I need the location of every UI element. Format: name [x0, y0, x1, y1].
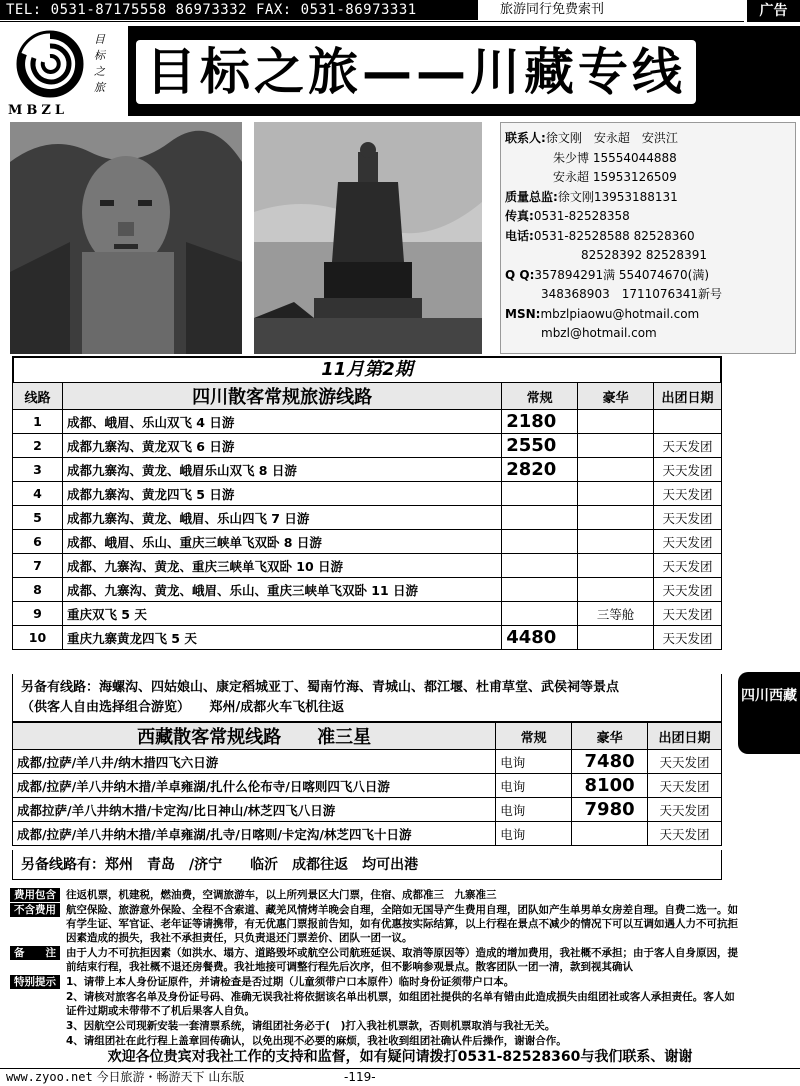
note-row: 3、因航空公司现新安装一套清票系统，请组团社务必于( )打入我社机票款，否则机票取消与我社无关。 — [66, 1020, 556, 1032]
extra-line-1: 另备有线路：海螺沟、四姑娘山、康定稻城亚丁、蜀南竹海、青城山、都江堰、杜甫草堂、武侯祠等景点 — [21, 680, 620, 695]
table-row: 6 成都、峨眉、乐山、重庆三峡单飞双卧 8 日游 天天发团 — [13, 530, 722, 554]
footer — [0, 1068, 800, 1086]
contact-row: 联系人:徐文刚 安永超 安洪江 — [505, 131, 678, 145]
emei-statue-photo — [254, 122, 482, 354]
table-row: 9 重庆双飞 5 天 三等舱 天天发团 — [13, 602, 722, 626]
top-contact: TEL: 0531-87175558 86973332 FAX: 0531-86973331 — [0, 0, 478, 20]
contact-row: 82528392 82528391 — [581, 248, 707, 262]
table-row: 8 成都、九寨沟、黄龙、峨眉、乐山、重庆三峡单飞双卧 11 日游 天天发团 — [13, 578, 722, 602]
col-line: 线路 — [13, 383, 63, 410]
col-regular: 常规 — [502, 383, 578, 410]
bottom-message: 欢迎各位贵宾对我社工作的支持和监督，如有疑问请拨打0531-82528360与我们联系、谢谢 — [107, 1049, 693, 1065]
table-row: 7 成都、九寨沟、黄龙、重庆三峡单飞双卧 10 日游 天天发团 — [13, 554, 722, 578]
page-title: 目标之旅——川藏专线 — [136, 40, 696, 104]
table-header — [13, 383, 722, 410]
footer-slogan: 今日旅游・畅游天下 山东版 — [96, 1070, 245, 1084]
contact-row: 传真:0531-82528358 — [505, 209, 630, 223]
title-band — [128, 26, 800, 116]
col-regular: 常规 — [496, 723, 572, 750]
note-row: 备 注 由于人力不可抗拒因素（如洪水、塌方、道路毁坏或航空公司航班延误、取消等原因等）造成的增加费用，我社概不承担；由于客人自身原因，提前结束行程，我社概不退还房餐费。我社地接可调整行程先后次序，但不影响参观景点。散客团队一团一清，款到视其确认 — [10, 946, 740, 974]
logo — [8, 30, 120, 118]
table-row: 1 成都、峨眉、乐山双飞 4 日游 2180 — [13, 410, 722, 434]
ad-label: 广告 — [744, 0, 800, 22]
col-luxury: 豪华 — [572, 723, 648, 750]
note-row: 特别提示 1、请带上本人身份证原件，并请检查是否过期（儿童须带户口本原件）临时身份证须带户口本。 — [10, 975, 740, 989]
table-row: 2 成都九寨沟、黄龙双飞 6 日游 2550 天天发团 — [13, 434, 722, 458]
contact-row: 安永超 15953126509 — [553, 170, 677, 184]
contact-row: MSN:mbzlpiaowu@hotmail.com — [505, 306, 700, 321]
contact-row: 质量总监:徐文刚13953188131 — [505, 189, 678, 204]
table-row: 5 成都九寨沟、黄龙、峨眉、乐山四飞 7 日游 天天发团 — [13, 506, 722, 530]
issue-label: 11月第2期 — [12, 356, 722, 382]
sichuan-table — [12, 382, 722, 650]
logo-text: MBZL — [8, 103, 69, 118]
note-row: 4、请组团社在此行程上盖章回传确认，以免出现不必要的麻烦，我社收到组团社确认件后操作，谢谢合作。 — [66, 1035, 567, 1047]
contact-row: 朱少博 15554044888 — [553, 150, 677, 165]
table-row: 成都/拉萨/羊八井纳木措/羊卓雍湖/扎寺/日喀则/卡定沟/林芝四飞十日游 电询 天天发团 — [13, 822, 722, 846]
footer-site[interactable]: www.zyoo.net — [6, 1070, 93, 1084]
col-luxury: 豪华 — [578, 383, 654, 410]
tibet-extra: 另备线路有：郑州 青岛 /济宁 临沂 成都往返 均可出港 — [12, 850, 722, 880]
photos — [10, 122, 500, 354]
note-row: 2、请核对旅客名单及身份证号码、准确无误我社将依据该名单出机票，如组团社提供的名单有错由此造成损失由组团社或客人承担责任。客人如证件过期或未带带不了机后果客人自负。 — [66, 991, 735, 1017]
logo-swirl-icon — [12, 30, 92, 100]
tibet-table — [12, 722, 722, 846]
notes — [10, 888, 740, 1049]
col-title: 四川散客常规旅游线路 — [62, 383, 501, 410]
table-row: 成都拉萨/羊八井纳木措/卡定沟/比日神山/林芝四飞八日游 电询 7980 天天发团 — [13, 798, 722, 822]
table-row: 3 成都九寨沟、黄龙、峨眉乐山双飞 8 日游 2820 天天发团 — [13, 458, 722, 482]
contact-panel — [500, 122, 796, 354]
top-tagline: 旅游同行免费索刊 — [500, 2, 605, 17]
page-number: -119- — [344, 1070, 376, 1084]
extra-line-2: （供客人自由选择组合游览） 郑州/成都火车飞机往返 — [21, 700, 345, 715]
table-header — [13, 723, 722, 750]
table-row: 10 重庆九寨黄龙四飞 5 天 4480 天天发团 — [13, 626, 722, 650]
contact-row: mbzl@hotmail.com — [541, 326, 657, 340]
table-row: 成都/拉萨/羊八井纳木措/羊卓雍湖/扎什么伦布寺/日喀则四飞八日游 电询 8100 天天发团 — [13, 774, 722, 798]
side-tab: 四川西藏 — [738, 672, 800, 754]
logo-slogan: 目标之旅 — [94, 33, 105, 94]
top-bar — [0, 0, 800, 22]
sichuan-extra — [12, 674, 722, 722]
header — [0, 24, 800, 120]
table-row: 4 成都九寨沟、黄龙四飞 5 日游 天天发团 — [13, 482, 722, 506]
note-row: 费用包含 往返机票，机建税，燃油费，空调旅游车，以上所列景区大门票，住宿、成都准三 九寨准三 — [10, 888, 740, 902]
table-row: 成都/拉萨/羊八井/纳木措四飞六日游 电询 7480 天天发团 — [13, 750, 722, 774]
contact-row: Q Q:357894291满 554074670(满) — [505, 267, 709, 282]
contact-row: 348368903 1711076341新号 — [541, 287, 723, 301]
col-title: 西藏散客常规线路 准三星 — [13, 723, 496, 750]
note-row: 不含费用 航空保险、旅游意外保险、全程不含索道、藏羌风情烤羊晚会自理，全陪如无国导产生费用自理，团队如产生单男单女房差自理。自费二选一。如有学生证、军官证、老年证等请携带，有无优惠门票报前告知，如有优惠按实际结算，以上行程在景点不减少的情况下可以互调如遇人力不可抗拒因素造成的损失，我社不承担责任，只负责退还门票差价、团队一团一议。 — [10, 903, 740, 945]
contact-row: 电话:0531-82528588 82528360 — [505, 228, 695, 243]
col-departure: 出团日期 — [654, 383, 722, 410]
col-departure: 出团日期 — [648, 723, 722, 750]
leshan-buddha-photo — [10, 122, 242, 354]
